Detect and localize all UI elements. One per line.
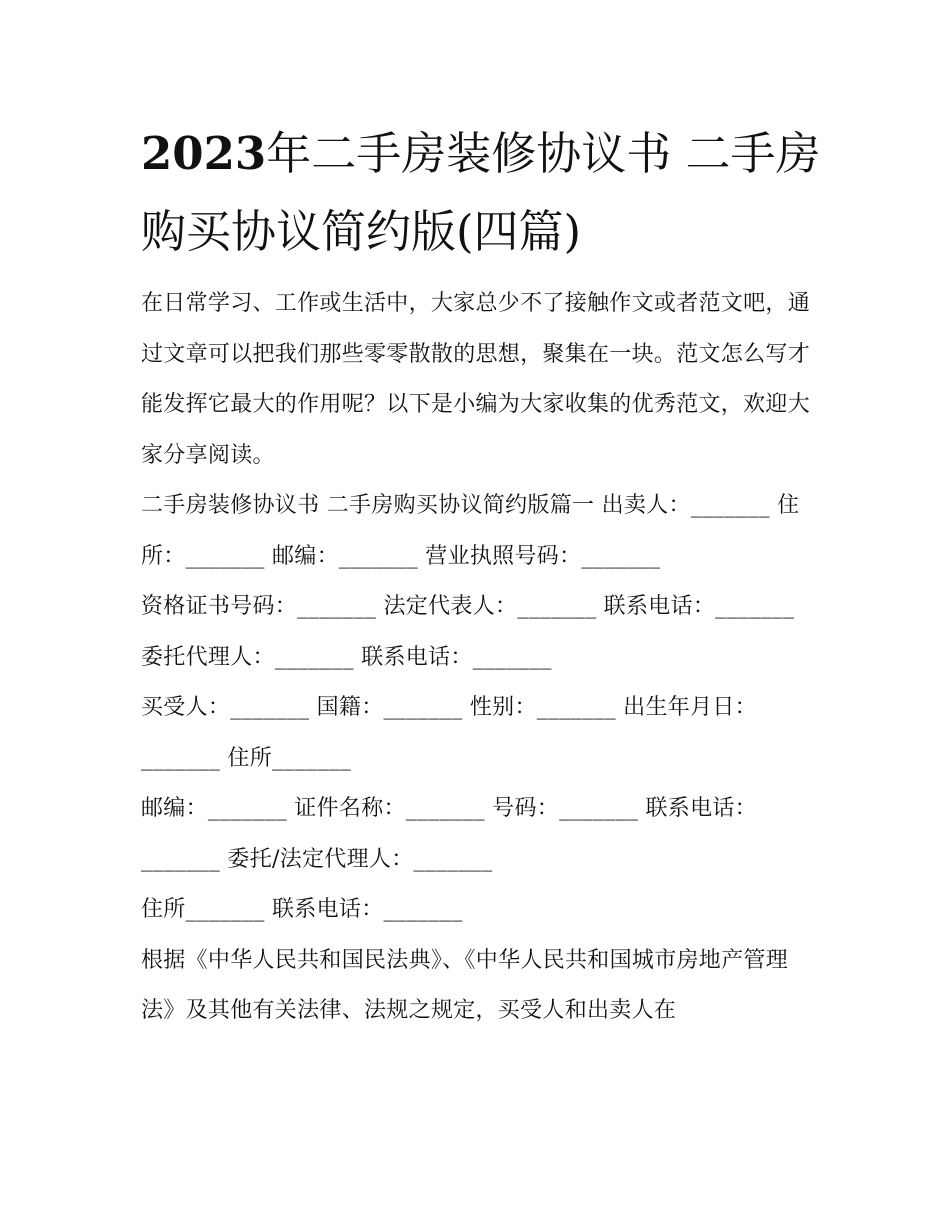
title-text: 年二手房装修协议书 二手房购买协议简约版(四篇) [141, 127, 821, 258]
intro-paragraph: 在日常学习、工作或生活中，大家总少不了接触作文或者范文吧，通过文章可以把我们那些零零散散的思想，聚集在一块。范文怎么写才能发挥它最大的作用呢？以下是小编为大家收集的优秀范文，欢迎大家分享阅读。 [141, 291, 811, 468]
title-year: 2023 [141, 127, 267, 180]
document-content [141, 115, 821, 1037]
postcode-paragraph: 邮编：_______ 证件名称：_______ 号码：_______ 联系电话：_______ 委托/法定代理人：_______ [141, 796, 757, 872]
buyer-paragraph: 买受人：_______ 国籍：_______ 性别：_______ 出生年月日：_______ 住所_______ [141, 695, 757, 771]
document-body [141, 279, 821, 1037]
seller-paragraph: 二手房装修协议书 二手房购买协议简约版篇一 出卖人：_______ 住所：_______ 邮编：_______ 营业执照号码：_______ [141, 493, 800, 569]
legal-basis-paragraph: 根据《中华人民共和国民法典》、《中华人民共和国城市房地产管理法》及其他有关法律、法规之规定，买受人和出卖人在 [141, 947, 789, 1023]
document-title [141, 115, 821, 271]
address-paragraph: 住所_______ 联系电话：_______ [141, 897, 463, 922]
qualification-paragraph: 资格证书号码：_______ 法定代表人：_______ 联系电话：_______ 委托代理人：_______ 联系电话：_______ [141, 594, 795, 670]
